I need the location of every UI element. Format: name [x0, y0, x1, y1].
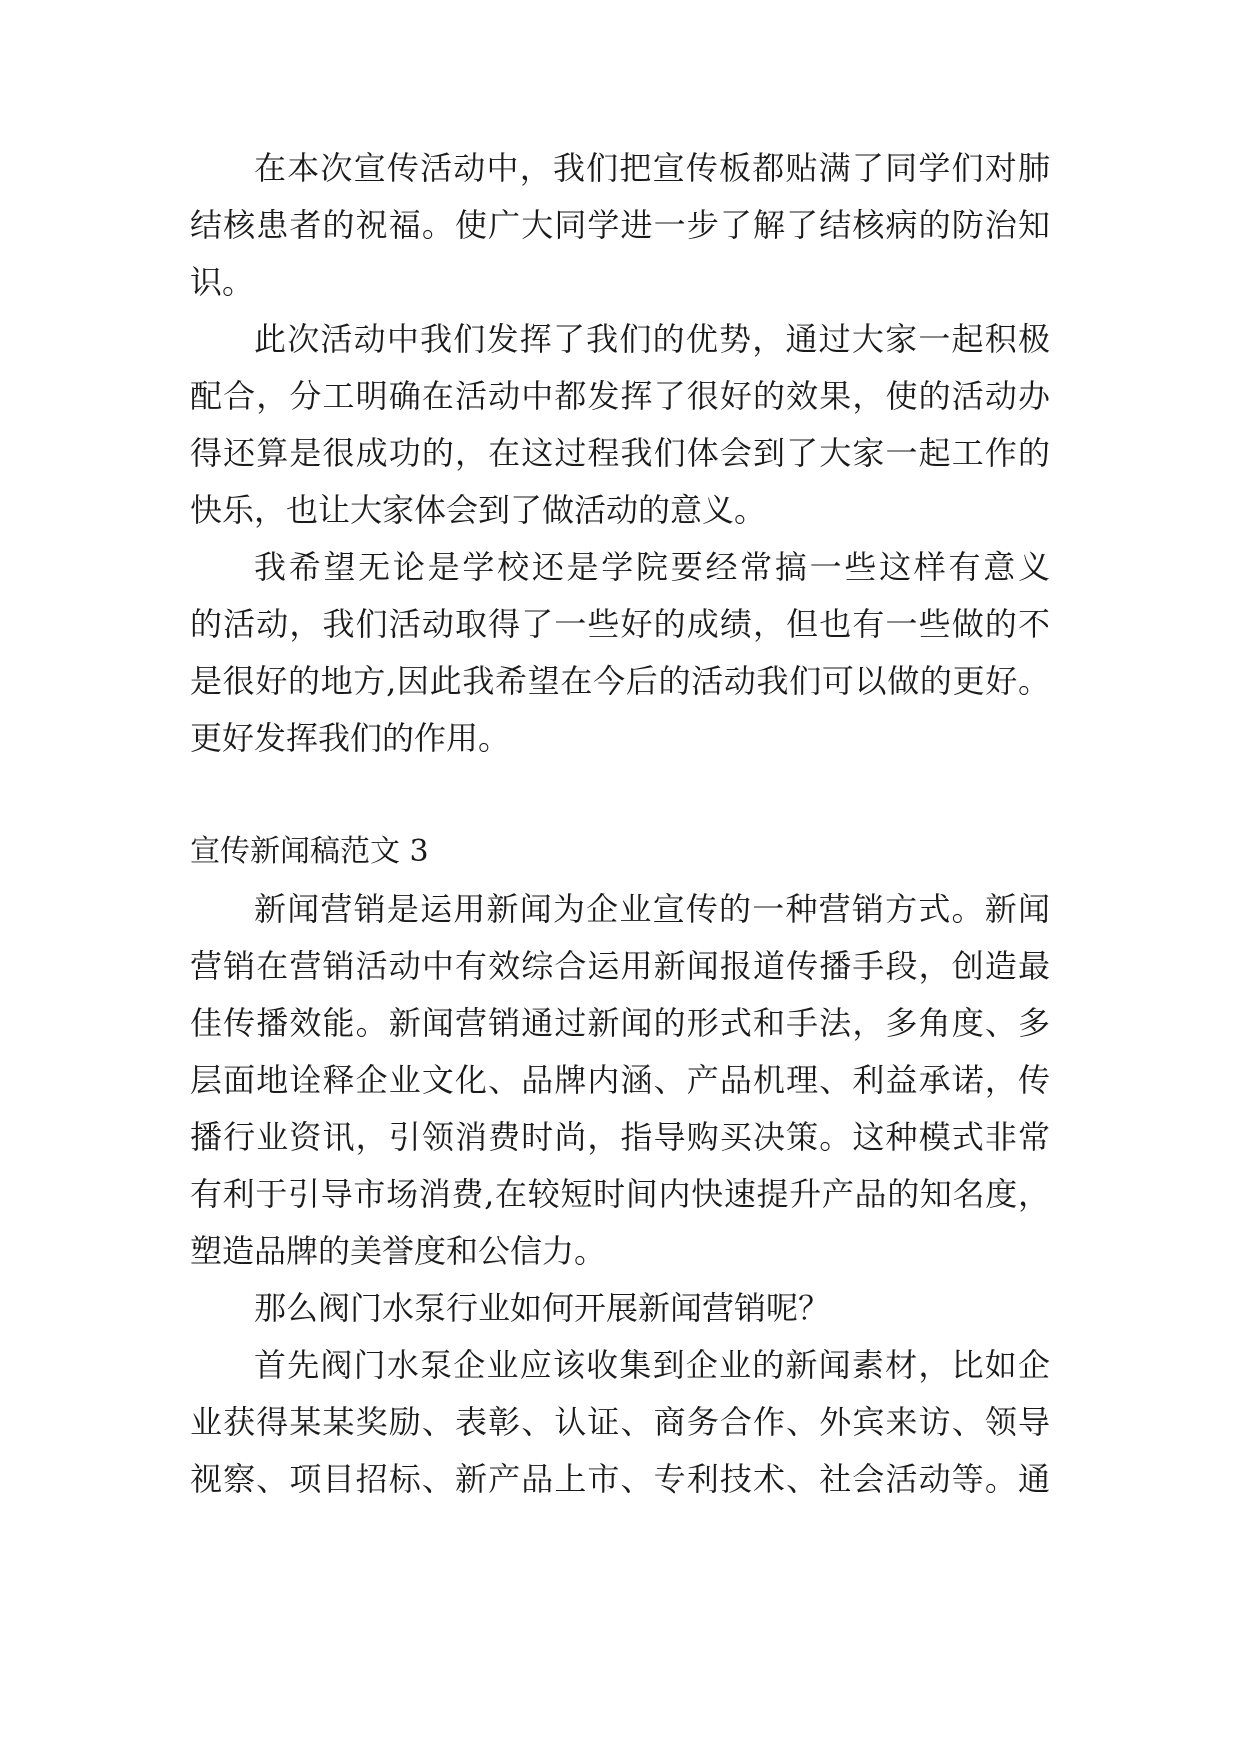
- paragraph-line: 快乐，也让大家体会到了做活动的意义。: [190, 491, 767, 529]
- paragraph-line: 有利于引导市场消费,在较短时间内快速提升产品的知名度，: [190, 1175, 1050, 1213]
- paragraph-line: 层面地诠释企业文化、品牌内涵、产品机理、利益承诺，传: [190, 1061, 1050, 1099]
- paragraph-line: 视察、项目招标、新产品上市、专利技术、社会活动等。通: [190, 1460, 1050, 1498]
- paragraph-line: 塑造品牌的美誉度和公信力。: [190, 1232, 607, 1270]
- paragraph-line: 结核患者的祝福。使广大同学进一步了解了结核病的防治知: [190, 206, 1050, 244]
- paragraph-line: 新闻营销是运用新闻为企业宣传的一种营销方式。新闻: [254, 890, 1050, 928]
- paragraph-line: 识。: [190, 263, 255, 301]
- paragraph-line: 营销在营销活动中有效综合运用新闻报道传播手段，创造最: [190, 947, 1050, 985]
- paragraph-line: 佳传播效能。新闻营销通过新闻的形式和手法，多角度、多: [190, 1004, 1050, 1042]
- paragraph-line: 此次活动中我们发挥了我们的优势，通过大家一起积极: [254, 320, 1050, 358]
- paragraph-line: 播行业资讯，引领消费时尚，指导购买决策。这种模式非常: [190, 1118, 1050, 1156]
- section-heading: 宣传新闻稿范文 3: [190, 834, 429, 869]
- paragraph-line: 我希望无论是学校还是学院要经常搞一些这样有意义: [254, 548, 1050, 586]
- paragraph-line: 配合，分工明确在活动中都发挥了很好的效果，使的活动办: [190, 377, 1050, 415]
- paragraph-line: 是很好的地方,因此我希望在今后的活动我们可以做的更好。: [190, 662, 1050, 700]
- paragraph-line: 得还算是很成功的，在这过程我们体会到了大家一起工作的: [190, 434, 1050, 472]
- paragraph-line: 首先阀门水泵企业应该收集到企业的新闻素材，比如企: [254, 1346, 1050, 1384]
- paragraph-line: 更好发挥我们的作用。: [190, 719, 511, 757]
- paragraph-line: 的活动，我们活动取得了一些好的成绩，但也有一些做的不: [190, 605, 1050, 643]
- paragraph-line: 在本次宣传活动中，我们把宣传板都贴满了同学们对肺: [254, 149, 1050, 187]
- paragraph-line: 业获得某某奖励、表彰、认证、商务合作、外宾来访、领导: [190, 1403, 1050, 1441]
- paragraph-line: 那么阀门水泵行业如何开展新闻营销呢？: [254, 1289, 831, 1327]
